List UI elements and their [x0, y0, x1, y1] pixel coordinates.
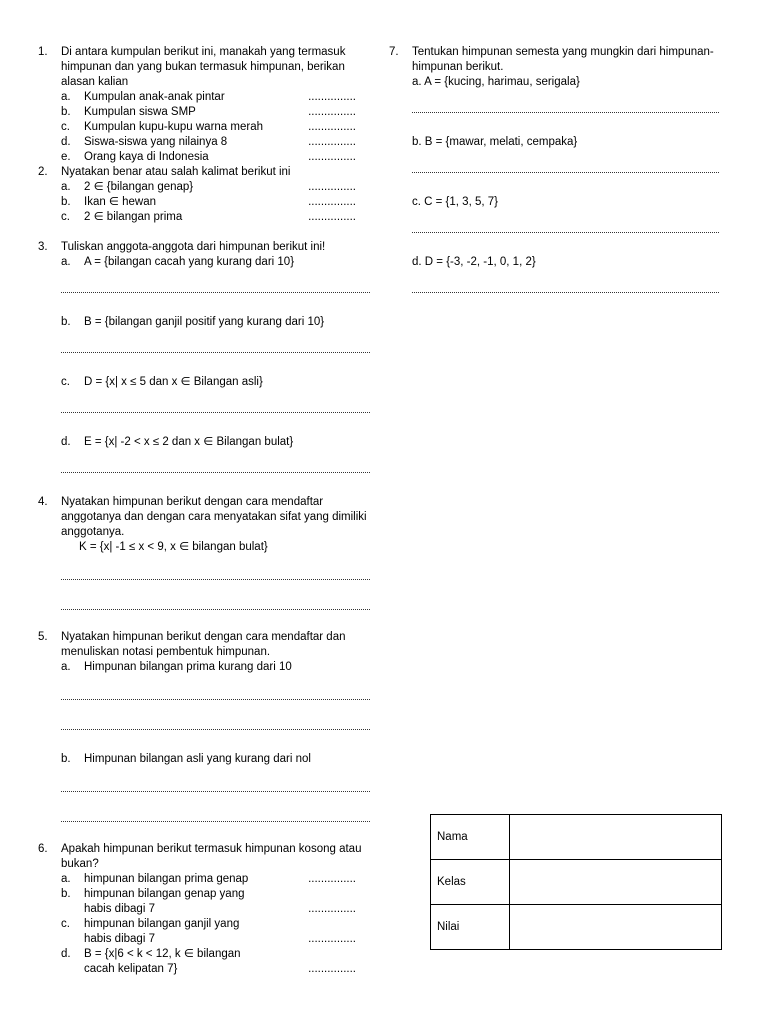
name-label: Nama [431, 815, 510, 860]
question-text: Tentukan himpunan semesta yang mungkin dari himpunan-himpunan berikut. [412, 46, 714, 73]
list-item: a. himpunan bilangan prima genap ............... [61, 873, 356, 885]
list-item: e. Orang kaya di Indonesia ............... [61, 151, 356, 163]
answer-dots: ............... [308, 873, 356, 885]
list-item: a. Himpunan bilangan prima kurang dari 10 [61, 661, 292, 673]
question-4 [38, 495, 370, 555]
list-item: b. Ikan ∈ hewan ............... [61, 196, 356, 208]
answer-dots: ............... [308, 106, 356, 118]
list-item: a. A = {bilangan cacah yang kurang dari 10} [61, 256, 295, 268]
answer-dots: ............... [308, 136, 356, 148]
question-text: Tuliskan anggota-anggota dari himpunan berikut ini! [61, 241, 326, 253]
answer-dots: ............... [308, 963, 356, 975]
question-number: 5. [38, 631, 48, 643]
question-text: Nyatakan himpunan berikut dengan cara mendaftar dan menuliskan notasi pembentuk himpunan. [61, 631, 346, 658]
question-number: 1. [38, 46, 48, 58]
list-item: d. B = {x|6 < k < 12, k ∈ bilangan cacah kelipatan 7} ............... [61, 948, 356, 975]
answer-dots: ............... [308, 151, 356, 163]
answer-dots: ............... [308, 903, 356, 915]
student-info-table [430, 814, 722, 950]
class-field[interactable] [510, 860, 722, 905]
score-field[interactable] [510, 905, 722, 950]
answer-dots: ............... [308, 211, 356, 223]
question-1 [38, 45, 370, 165]
right-column [389, 45, 719, 293]
answer-dots: ............... [308, 91, 356, 103]
answer-dots: ............... [308, 181, 356, 193]
list-item: c. D = {x| x ≤ 5 dan x ∈ Bilangan asli} [61, 376, 263, 388]
list-item: c. 2 ∈ bilangan prima ............... [61, 211, 356, 223]
question-5 [38, 630, 370, 675]
table-row [431, 905, 722, 950]
question-2 [38, 165, 370, 225]
list-item: d. Siswa-siswa yang nilainya 8 ............... [61, 136, 356, 148]
answer-line [412, 292, 719, 293]
list-item: a. A = {kucing, harimau, serigala} [412, 76, 580, 88]
answer-dots: ............... [308, 933, 356, 945]
list-item: a. Kumpulan anak-anak pintar ............... [61, 91, 356, 103]
list-item: c. Kumpulan kupu-kupu warna merah ............... [61, 121, 356, 133]
list-item: a. 2 ∈ {bilangan genap} ............... [61, 181, 356, 193]
set-notation: K = {x| -1 ≤ x < 9, x ∈ bilangan bulat} [79, 541, 268, 553]
question-number: 6. [38, 843, 48, 855]
list-item: d. E = {x| -2 < x ≤ 2 dan x ∈ Bilangan bulat} [61, 436, 294, 448]
question-number: 7. [389, 46, 399, 58]
score-label: Nilai [431, 905, 510, 950]
answer-dots: ............... [308, 196, 356, 208]
list-item: b. B = {mawar, melati, cempaka} [412, 136, 578, 148]
question-3 [38, 240, 370, 270]
table-row [431, 860, 722, 905]
question-text: Di antara kumpulan berikut ini, manakah yang termasuk himpunan dan yang bukan termasuk himpunan, berikan alasan kalian [61, 46, 346, 88]
question-text: Nyatakan himpunan berikut dengan cara mendaftar anggotanya dan dengan cara menyatakan sifat yang dimiliki anggotanya. [61, 496, 367, 538]
table-row [431, 815, 722, 860]
question-number: 3. [38, 241, 48, 253]
question-7 [389, 45, 719, 90]
question-text: Apakah himpunan berikut termasuk himpunan kosong atau bukan? [61, 843, 362, 870]
list-item: d. D = {-3, -2, -1, 0, 1, 2} [412, 256, 536, 268]
answer-dots: ............... [308, 121, 356, 133]
list-item: b. Himpunan bilangan asli yang kurang dari nol [61, 753, 311, 765]
question-number: 2. [38, 166, 48, 178]
question-number: 4. [38, 496, 48, 508]
list-item: c. himpunan bilangan ganjil yang habis dibagi 7 ............... [61, 918, 356, 945]
list-item: b. B = {bilangan ganjil positif yang kurang dari 10} [61, 316, 325, 328]
name-field[interactable] [510, 815, 722, 860]
question-6 [38, 842, 370, 977]
left-column [38, 45, 370, 977]
question-text: Nyatakan benar atau salah kalimat berikut ini [61, 166, 291, 178]
list-item: b. himpunan bilangan genap yang habis dibagi 7 ............... [61, 888, 356, 915]
list-item: b. Kumpulan siswa SMP ............... [61, 106, 356, 118]
list-item: c. C = {1, 3, 5, 7} [412, 196, 498, 208]
class-label: Kelas [431, 860, 510, 905]
